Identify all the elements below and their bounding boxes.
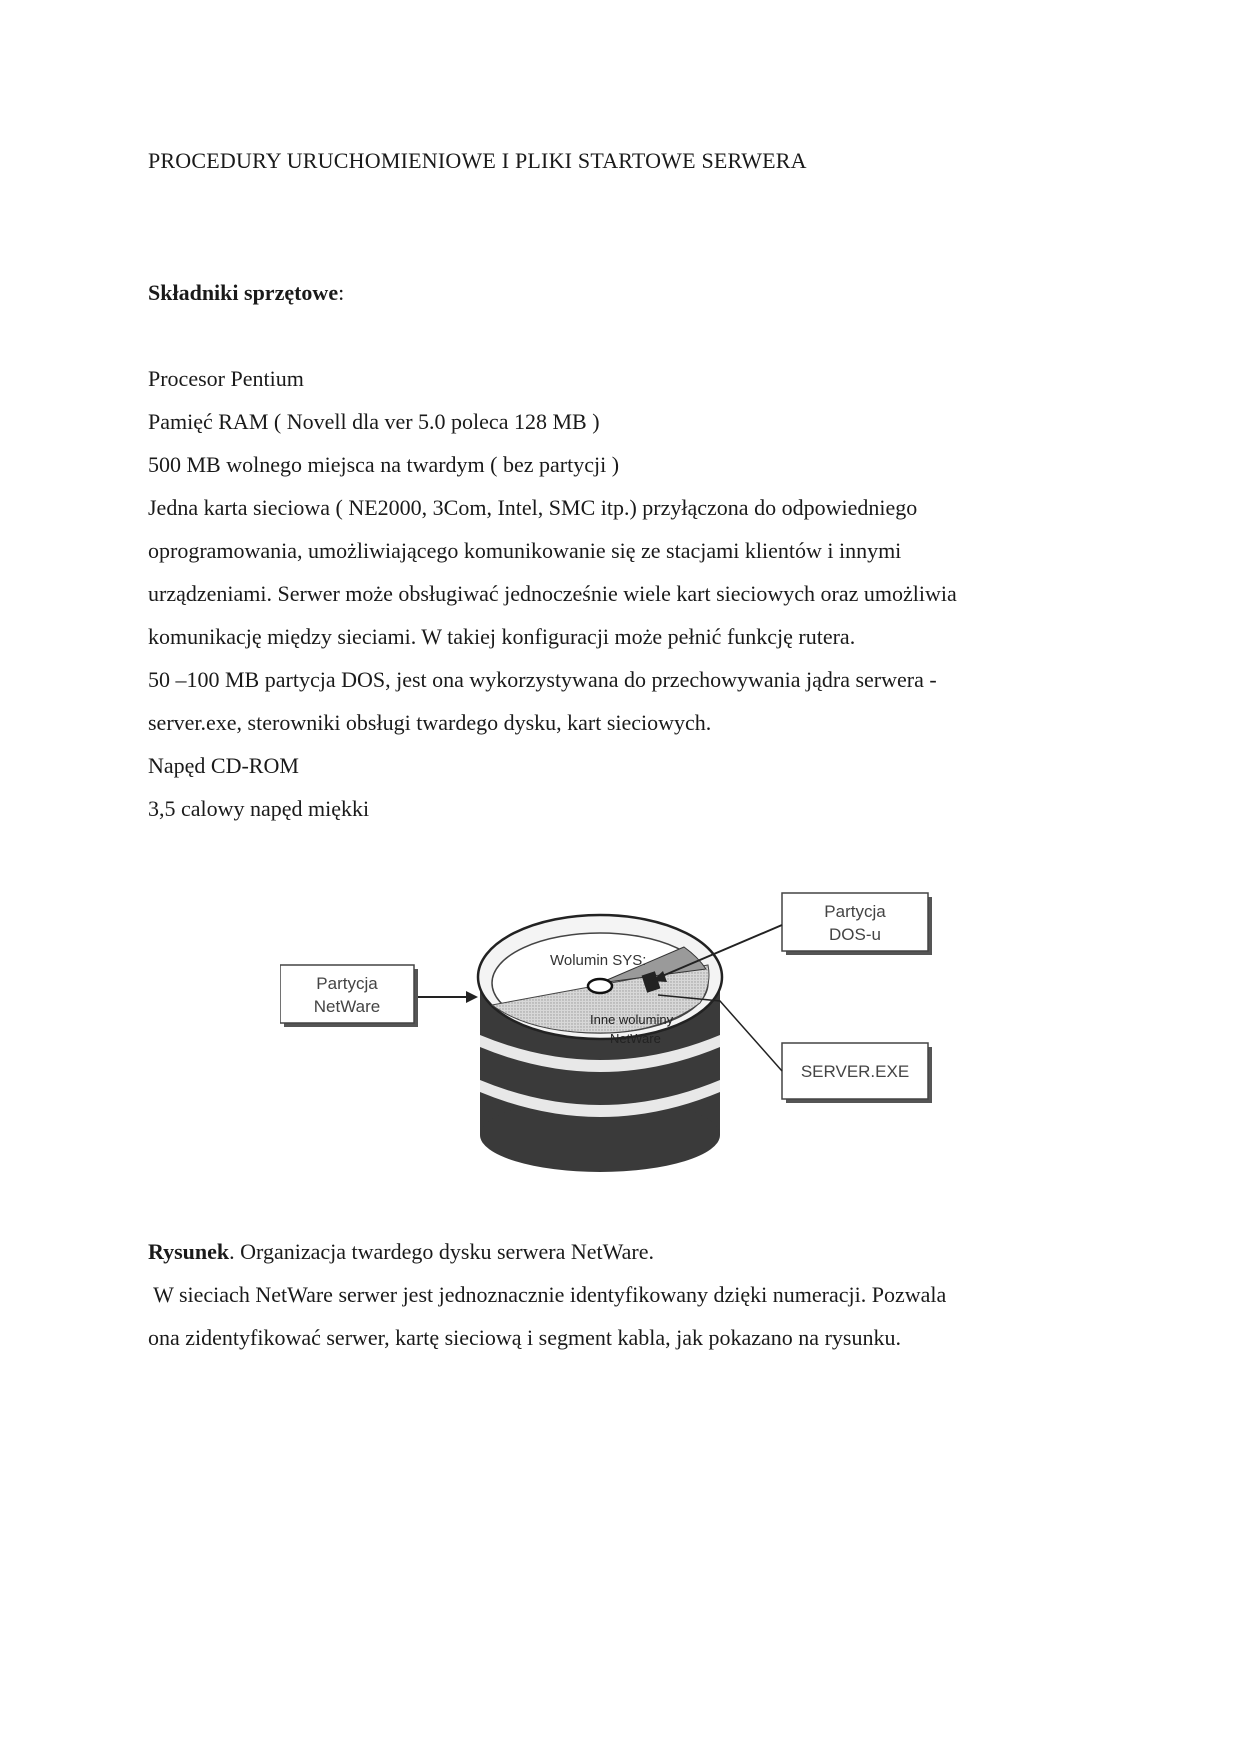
caption-bold: Rysunek xyxy=(148,1239,230,1264)
hardware-line: 3,5 calowy napęd miękki xyxy=(148,796,370,821)
figure-caption xyxy=(148,1230,1078,1273)
netware-partition-label-1: Partycja xyxy=(316,974,378,993)
hardware-line: urządzeniami. Serwer może obsługiwać jednocześnie wiele kart sieciowych oraz umożliwia xyxy=(148,581,957,606)
page-title: PROCEDURY URUCHOMIENIOWE I PLIKI STARTOWE SERWERA xyxy=(148,148,807,173)
server-exe-label: SERVER.EXE xyxy=(800,1062,910,1081)
section-heading-text: Składniki sprzętowe xyxy=(148,280,339,305)
disk-diagram xyxy=(280,885,960,1175)
dos-partition-label-1: Partycja xyxy=(824,902,886,921)
hardware-line: Pamięć RAM ( Novell dla ver 5.0 poleca 128 MB ) xyxy=(148,409,600,434)
hardware-line: Procesor Pentium xyxy=(148,366,304,391)
hardware-line: Napęd CD-ROM xyxy=(148,753,299,778)
closing-paragraph xyxy=(148,1273,1078,1359)
other-volumes-label-1: Inne woluminy xyxy=(590,1012,674,1027)
caption-text: . Organizacja twardego dysku serwera NetWare. xyxy=(229,1239,654,1264)
netware-arrow-head xyxy=(466,991,478,1003)
disk-organization-figure xyxy=(280,885,960,1175)
paragraph-line: W sieciach NetWare serwer jest jednoznacznie identyfikowany dzięki numeracji. Pozwala xyxy=(148,1282,947,1307)
hardware-line: server.exe, sterowniki obsługi twardego dysku, kart sieciowych. xyxy=(148,710,712,735)
hardware-line: 50 –100 MB partycja DOS, jest ona wykorzystywana do przechowywania jądra serwera - xyxy=(148,667,937,692)
other-volumes-label-2: NetWare xyxy=(610,1031,661,1046)
disk-center-hub xyxy=(588,979,612,993)
hardware-line: Jedna karta sieciowa ( NE2000, 3Com, Intel, SMC itp.) przyłączona do odpowiedniego xyxy=(148,495,918,520)
section-heading xyxy=(148,280,344,306)
section-heading-colon: : xyxy=(338,280,345,305)
netware-partition-callout xyxy=(280,965,478,1027)
hardware-list xyxy=(148,357,1078,830)
paragraph-line: ona zidentyfikować serwer, kartę sieciową i segment kabla, jak pokazano na rysunku. xyxy=(148,1325,901,1350)
hardware-line: oprogramowania, umożliwiającego komunikowanie się ze stacjami klientów i innymi xyxy=(148,538,902,563)
netware-partition-label-2: NetWare xyxy=(313,997,381,1016)
hardware-line: 500 MB wolnego miejsca na twardym ( bez partycji ) xyxy=(148,452,620,477)
dos-partition-label-2: DOS-u xyxy=(829,925,881,944)
hardware-line: komunikację między sieciami. W takiej konfiguracji może pełnić funkcję rutera. xyxy=(148,624,856,649)
sys-volume-label: Wolumin SYS: xyxy=(550,952,647,969)
